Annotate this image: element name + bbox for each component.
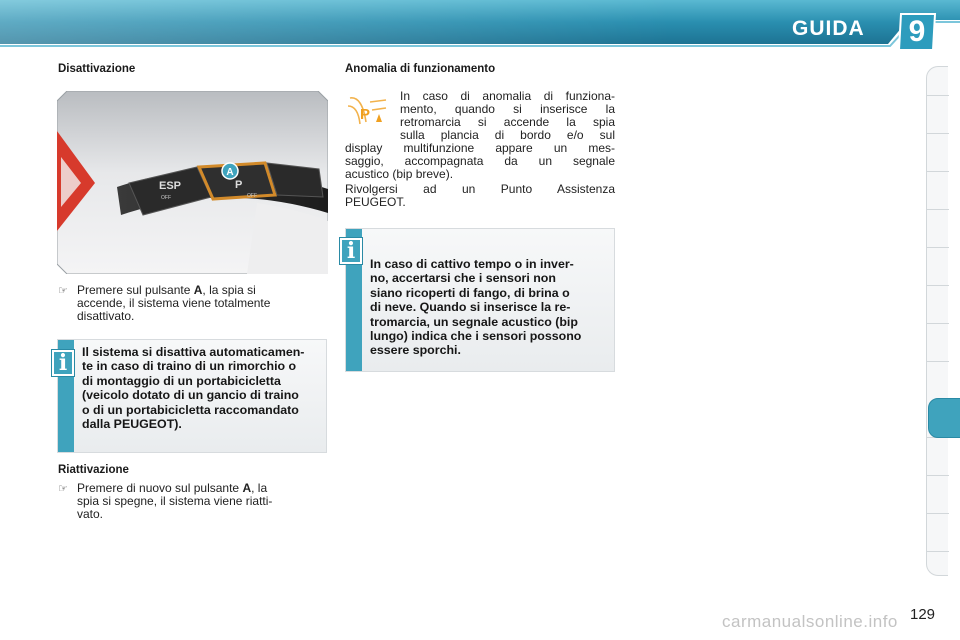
- chapter-number-badge: [895, 10, 939, 54]
- malfunction-paragraph-top: In caso di anomalia di funziona- mento, quando si inserisce la retromarcia si accende la spia sulla plancia di bordo e/o sul: [400, 89, 615, 142]
- info-text-auto-deactivation: Il sistema si disattiva automaticamen- te in caso di traino di un rimorchio o di montaggio di un portabicicletta (veicolo dotato di un gancio di traino o di un portabicicletta raccomandato dalla PEUGEOT).: [82, 345, 305, 432]
- svg-text:OFF: OFF: [161, 195, 171, 201]
- parking-sensor-warning-icon: [346, 92, 390, 130]
- reactivation-instruction: Premere di nuovo sul pulsante A, la spia si spegne, il sistema viene riatti- vato.: [77, 481, 273, 521]
- malfunction-contact-text: Rivolgersi ad un Punto Assistenza PEUGEOT.: [345, 182, 615, 209]
- bullet-icon: ☞: [58, 285, 68, 297]
- chapter-header: [0, 0, 960, 50]
- info-box-auto-deactivation: [57, 339, 327, 453]
- malfunction-heading: Anomalia di funzionamento: [345, 63, 496, 75]
- malfunction-paragraph-bottom: display multifunzione appare un mes- saggio, accompagnata da un segnale acustico (bip breve).: [345, 141, 615, 181]
- chapter-tab-strip[interactable]: [926, 66, 948, 576]
- watermark: carmanualsonline.info: [722, 612, 898, 631]
- parking-sensor-button-label: P: [235, 179, 243, 191]
- info-icon: i: [340, 238, 362, 264]
- info-icon: i: [52, 350, 74, 376]
- page-number: 129: [910, 606, 936, 623]
- deactivation-instruction: Premere sul pulsante A, la spia si accende, il sistema viene totalmente disattivato.: [77, 283, 271, 323]
- chapter-tab-active[interactable]: [928, 398, 960, 438]
- deactivation-heading: Disattivazione: [58, 63, 136, 75]
- dashboard-button-photo: [57, 91, 328, 274]
- chapter-title: GUIDA: [792, 17, 865, 40]
- svg-text:P: P: [360, 106, 371, 123]
- bullet-icon: ☞: [58, 483, 68, 495]
- info-box-sensor-cleaning: [345, 228, 615, 372]
- svg-text:OFF: OFF: [247, 193, 257, 199]
- info-text-sensor-cleaning: In caso di cattivo tempo o in inver- no, accertarsi che i sensori non siano ricoperti di fango, di brina o di neve. Quando si inserisce la re- tromarcia, un segnale acustico (bip lungo) indica che i sensori possono essere sporchi.: [370, 257, 582, 358]
- esp-button-label: ESP: [159, 180, 182, 192]
- chapter-number: 9: [908, 15, 926, 48]
- callout-a-label: A: [226, 167, 234, 178]
- reactivation-heading: Riattivazione: [58, 464, 129, 476]
